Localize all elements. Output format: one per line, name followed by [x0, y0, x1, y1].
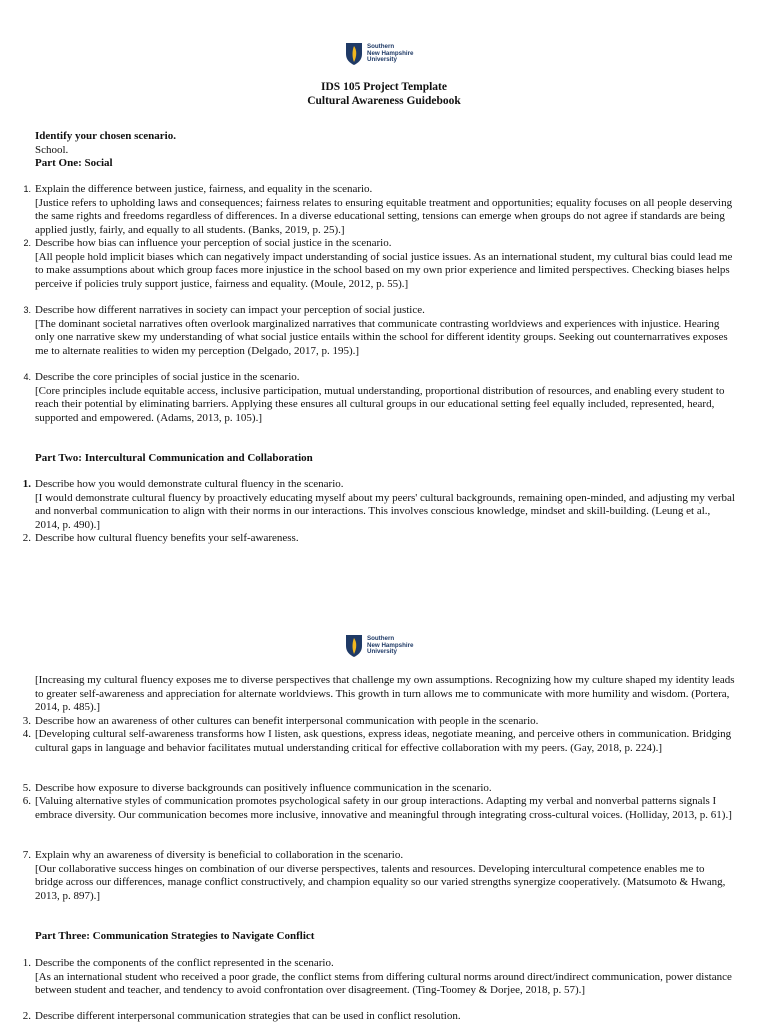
logo-line-1: Southern [367, 635, 395, 642]
item-number: 2. [22, 1010, 31, 1022]
shield-icon [345, 634, 363, 658]
item-answer: [Developing cultural self-awareness transforms how I listen, ask questions, express ideas, negotiate meaning, and perceive others in communication. Bridging cultural gaps in language and behavior facilitates mutual understanding critical for effective collaboration with my peers. (Gay, 2018, p. 224).] [35, 728, 732, 754]
title-line-2: Cultural Awareness Guidebook [307, 95, 461, 107]
item-answer: [Increasing my cultural fluency exposes me to diverse perspectives that challenge my own assumptions. Recognizing how my culture shaped my identity leads to greater self-awareness and appreciation for alternate worldviews. This growth in turn allows me to communicate with more humility and wisdom. (Portera, 2014, p. 485).] [35, 674, 735, 713]
part-two-item-4 [22, 728, 735, 755]
document-title [0, 80, 768, 108]
item-answer: [Our collaborative success hinges on combination of our diverse perspectives, talents and resources. Developing intercultural competence enables me to bridge across our differences, manage conflict constructively, and champion equality so our varied strengths synergize cooperatively. (Matsumoto & Hwang, 2013, p. 897).] [35, 862, 726, 902]
item-question: Describe how cultural fluency benefits your self-awareness. [35, 532, 299, 544]
scenario-value: School. [35, 143, 69, 156]
part-two-item-7 [22, 849, 735, 903]
item-question: Describe how you would demonstrate cultural fluency in the scenario. [35, 478, 344, 490]
item-question: Explain why an awareness of diversity is beneficial to collaboration in the scenario. [35, 849, 404, 861]
item-question: Describe different interpersonal communication strategies that can be used in conflict resolution. [35, 1010, 461, 1022]
logo-line-2: New Hampshire [367, 49, 414, 57]
part-three-item-1 [22, 957, 735, 998]
logo-line-2: New Hampshire [367, 641, 414, 649]
shield-icon [345, 42, 363, 66]
part-three-heading: Part Three: Communication Strategies to Navigate Conflict [35, 930, 315, 942]
part-two-item-3 [22, 715, 735, 729]
item-question: Describe the components of the conflict represented in the scenario. [35, 957, 334, 969]
item-answer: [The dominant societal narratives often overlook marginalized narratives that communicate contrasting worldviews and experiences with injustice. Hearing only one narrative skew my understanding of what social justice entails within the school for different identity groups. Seeking out counternarratives exposes me to alternate realities to widen my perception (Delgado, 2017, p. 195).] [35, 317, 728, 357]
part-two-item-6 [22, 795, 735, 822]
part-two-item-5 [22, 782, 735, 796]
item-question: Describe how bias can influence your perception of social justice in the scenario. [35, 237, 392, 249]
logo-line-3: University [367, 648, 397, 656]
university-logo [345, 42, 435, 68]
item-answer: [I would demonstrate cultural fluency by proactively educating myself about my peers' cultural backgrounds, remaining open-minded, and adjusting my verbal and nonverbal communication to align with their norms in our interactions. This involves conscious knowledge, mindset and skill-building. (Leung et al., 2014, p. 490).] [35, 491, 735, 531]
scenario-section [35, 130, 735, 171]
item-number: 1. [22, 957, 31, 969]
logo-line-3: University [367, 56, 397, 64]
item-number: 1. [23, 184, 31, 194]
item-number: 4. [22, 728, 31, 740]
item-number: 3. [22, 715, 31, 727]
logo-wordmark [367, 636, 413, 656]
item-answer: [Core principles include equitable access, inclusive participation, mutual understanding, proportional distribution of resources, and enabling every student to reach their potential by eliminating barriers. Applying these ensures all cultural groups in our educational setting feel equally included, represented, heard, supported and empowered. (Adams, 2013, p. 105).] [35, 384, 725, 424]
part-two-item-2 [22, 532, 735, 546]
item-answer: [Justice refers to upholding laws and consequences; fairness relates to ensuring equitable treatment and opportunities; equality focuses on all people deserving the same rights and freedoms regardless of differences. In a diverse educational setting, tensions can emerge when groups do not agree if standards are being applied justly, fairly, and equally to all students. (Banks, 2019, p. 25).] [35, 196, 733, 236]
item-answer: [All people hold implicit biases which can negatively impact understanding of social justice issues. As an international student, my cultural bias could lead me to make assumptions about which group faces more injustice in the school based on my own prior experience and limited perspectives. Checking biases helps perceive if policies truly support justice, fairness and equality. (Moule, 2012, p. 55).] [35, 250, 733, 290]
logo-line-1: Southern [367, 43, 395, 50]
item-number: 2. [22, 532, 31, 544]
item-number: 2. [23, 238, 31, 248]
part-three-item-2 [22, 1010, 735, 1024]
part-two-item-1 [22, 478, 735, 532]
item-number: 6. [22, 795, 31, 807]
part-two-heading: Part Two: Intercultural Communication and Collaboration [35, 452, 313, 464]
item-answer: [Valuing alternative styles of communication promotes psychological safety in our group interactions. Adapting my verbal and nonverbal patterns signals I embrace diversity. Our communication becomes more inclusive, innovative and meaningful through integrating cross-cultural voices. (Holliday, 2013, p. 61).] [35, 795, 732, 821]
item-number: 5. [22, 782, 31, 794]
scenario-label: Identify your chosen scenario. [35, 130, 176, 142]
item-number: 7. [22, 849, 31, 861]
item-number: 3. [23, 305, 31, 315]
part-one-item-4 [23, 371, 735, 425]
part-one-item-2 [23, 237, 735, 291]
part-one-heading: Part One: Social [35, 157, 113, 169]
university-logo-page-2 [345, 634, 435, 660]
item-question: Describe how different narratives in society can impact your perception of social justice. [35, 304, 425, 316]
logo-wordmark [367, 44, 413, 64]
item-question: Describe how exposure to diverse backgrounds can positively influence communication in the scenario. [35, 782, 492, 794]
title-line-1: IDS 105 Project Template [321, 81, 447, 93]
part-two-item-2-answer [35, 674, 735, 715]
item-answer: [As an international student who received a poor grade, the conflict stems from differing cultural norms around direct/indirect communication, power distance between student and teacher, and tendency to avoid confrontation over disagreement. (Ting-Toomey & Dorjee, 2018, p. 57).] [35, 970, 732, 996]
part-one-item-3 [23, 304, 735, 358]
part-one-item-1 [23, 183, 735, 237]
item-number: 4. [23, 372, 31, 382]
item-question: Explain the difference between justice, fairness, and equality in the scenario. [35, 183, 373, 195]
item-question: Describe the core principles of social justice in the scenario. [35, 371, 300, 383]
item-question: Describe how an awareness of other cultures can benefit interpersonal communication with people in the scenario. [35, 715, 539, 727]
item-number: 1. [22, 478, 31, 490]
